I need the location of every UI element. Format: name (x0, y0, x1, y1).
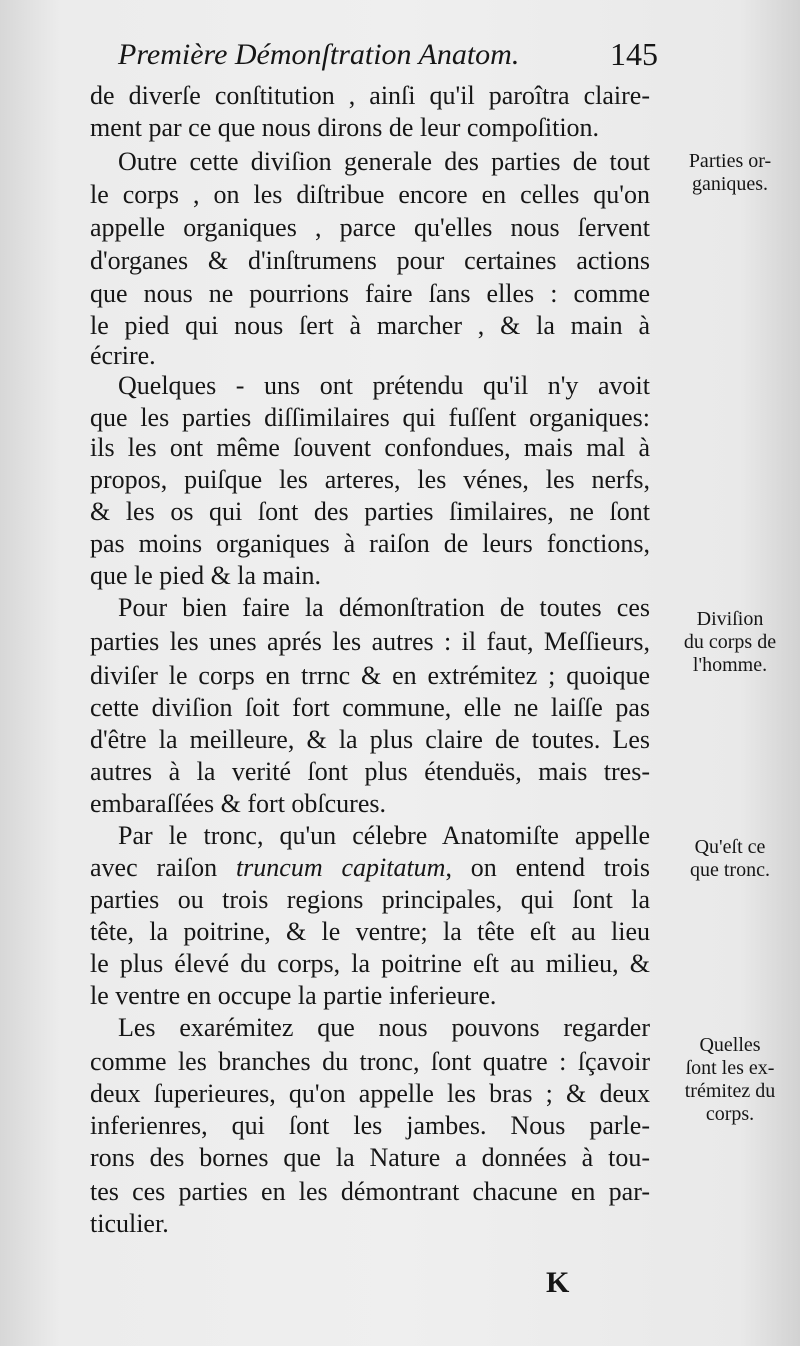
running-title: Première Démonſtration Anatom. (118, 38, 520, 71)
text-line: parties ou trois regions principales, qui ſont la (90, 885, 650, 914)
text-line: autres à la verité ſont plus étenduës, mais tres- (90, 757, 650, 786)
text-line: deux ſuperieures, qu'on appelle les bras ; & deux (90, 1079, 650, 1108)
text-line: & les os qui ſont des parties ſimilaires, ne ſont (90, 497, 650, 526)
text-line: Quelques - uns ont prétendu qu'il n'y avoit (118, 371, 650, 400)
text-line: diviſer le corps en trrnc & en extrémitez ; quoique (90, 661, 650, 690)
text-line: écrire. (90, 341, 156, 370)
running-header (118, 32, 658, 76)
margin-note-line: que tronc. (690, 859, 770, 881)
text-line: Les exarémitez que nous pouvons regarder (118, 1013, 650, 1042)
text-line: embaraſſées & fort obſcures. (90, 789, 386, 818)
text-line: comme les branches du tronc, ſont quatre : ſçavoir (90, 1047, 650, 1076)
page-number: 145 (610, 36, 658, 72)
text-line: que le pied & la main. (90, 561, 322, 590)
text-line: Outre cette diviſion generale des parties de tout (118, 147, 650, 176)
text-line: rons des bornes que la Nature a données à tou- (90, 1143, 650, 1172)
text-line: le pied qui nous ſert à marcher , & la main à (90, 311, 650, 340)
text-line: ment par ce que nous dirons de leur compoſition. (90, 113, 600, 142)
text-line: que les parties diſſimilaires qui fuſſent organiques: (90, 403, 650, 432)
text-line: inferienres, qui ſont les jambes. Nous parle- (90, 1111, 650, 1140)
text-line: Pour bien faire la démonſtration de toutes ces (118, 593, 650, 622)
text-line: ils les ont même ſouvent confondues, mais mal à (90, 433, 650, 462)
text-line: appelle organiques , parce qu'elles nous ſervent (90, 213, 650, 242)
margin-note-line: du corps de (683, 631, 777, 653)
text-line: le corps , on les diſtribue encore en celles qu'on (90, 180, 650, 209)
text-line: ticulier. (90, 1209, 169, 1238)
margin-note-line: Parties or- (688, 150, 772, 172)
signature-mark: K (546, 1266, 570, 1299)
text-line: tête, la poitrine, & le ventre; la tête eſt au lieu (90, 917, 650, 946)
margin-note-line: corps. (705, 1103, 755, 1125)
text-line: Par le tronc, qu'un célebre Anatomiſte appelle (118, 821, 650, 850)
text-line: cette diviſion ſoit fort commune, elle ne laiſſe pas (90, 693, 650, 722)
margin-note-line: Qu'eſt ce (694, 836, 766, 858)
text-line: le ventre en occupe la partie inferieure. (90, 981, 497, 1010)
margin-note-line: l'homme. (692, 654, 768, 676)
margin-note-line: ganiques. (691, 173, 769, 195)
text-line: propos, puiſque les arteres, les vénes, les nerfs, (90, 465, 650, 494)
margin-note-line: trémitez du (684, 1080, 776, 1102)
margin-note (664, 1034, 796, 1126)
text-line: d'être la meilleure, & la plus claire de toutes. Les (90, 725, 650, 754)
text-line: pas moins organiques à raiſon de leurs fonctions, (90, 529, 650, 558)
text-line: le plus élevé du corps, la poitrine eſt au milieu, & (90, 949, 650, 978)
text-line: de diverſe conſtitution , ainſi qu'il paroîtra claire- (90, 81, 650, 110)
margin-note-line: Quelles (699, 1034, 761, 1056)
text-line: que nous ne pourrions faire ſans elles : comme (90, 279, 650, 308)
text-line: avec raiſon truncum capitatum, on entend trois (90, 853, 650, 882)
margin-note (664, 608, 796, 677)
margin-note-line: Diviſion (696, 608, 764, 630)
margin-note (664, 836, 796, 882)
margin-note-line: ſont les ex- (685, 1057, 775, 1079)
text-line: parties les unes aprés les autres : il faut, Meſſieurs, (90, 627, 650, 656)
text-line: d'organes & d'inſtrumens pour certaines actions (90, 246, 650, 275)
text-line: tes ces parties en les démontrant chacune en par- (90, 1177, 650, 1206)
margin-note (664, 150, 796, 196)
